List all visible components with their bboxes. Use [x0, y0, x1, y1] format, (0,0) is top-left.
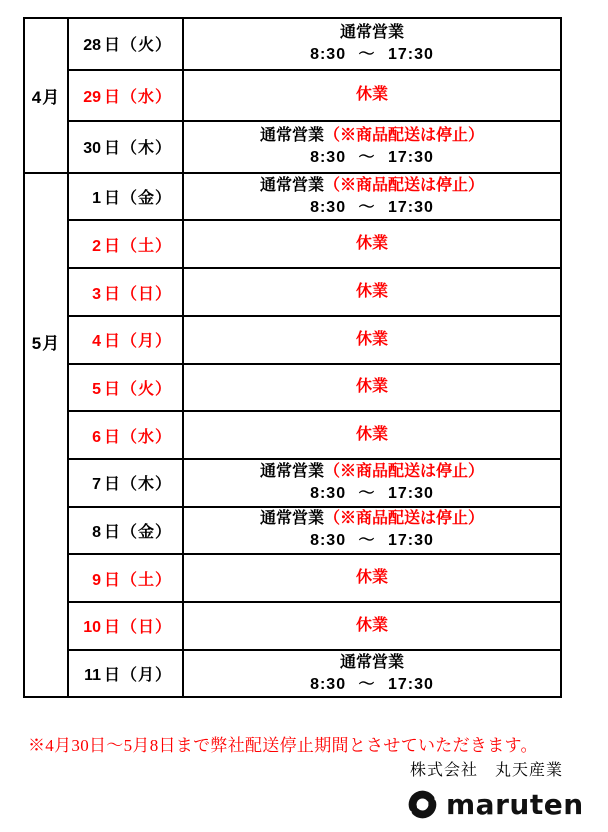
status-red-label: （※商品配送は停止） [324, 462, 485, 480]
table-row [24, 411, 561, 459]
status-red-label: 休業 [355, 235, 388, 253]
status-cell [183, 507, 561, 555]
day-number: 11 [84, 667, 101, 684]
date-cell [68, 554, 183, 602]
month-cell-april [24, 18, 68, 173]
status-cell [183, 650, 561, 698]
status-label: 通常営業 [339, 653, 404, 671]
table-row [24, 459, 561, 507]
status-hours: 8:30 ～ 17:30 [310, 45, 434, 63]
status-label: 通常営業 [339, 23, 404, 41]
status-cell [183, 316, 561, 364]
table-row [24, 507, 561, 555]
day-number: 9 [92, 571, 101, 589]
status-red-label: 休業 [355, 330, 388, 348]
status-label: 通常営業 [259, 462, 324, 480]
status-cell [183, 268, 561, 316]
status-red-label: （※商品配送は停止） [324, 510, 485, 528]
status-cell [183, 554, 561, 602]
weekday-label: 日（月） [103, 333, 172, 351]
table-row [24, 220, 561, 268]
status-hours: 8:30 ～ 17:30 [310, 198, 434, 216]
status-cell [183, 18, 561, 70]
company-name: 株式会社 丸天産業 [409, 762, 563, 779]
day-number: 8 [92, 523, 101, 541]
table-row [24, 602, 561, 650]
status-red-label: 休業 [355, 616, 388, 634]
weekday-label: 日（木） [103, 140, 172, 158]
date-cell [68, 220, 183, 268]
day-number: 10 [83, 619, 101, 637]
status-hours: 8:30 ～ 17:30 [310, 675, 434, 693]
day-number: 30 [83, 140, 101, 158]
date-cell [68, 268, 183, 316]
day-number: 2 [92, 237, 101, 255]
weekday-label: 日（火） [103, 37, 172, 55]
day-number: 28 [83, 37, 101, 55]
weekday-label: 日（日） [103, 619, 172, 637]
date-cell [68, 316, 183, 364]
weekday-label: 日（水） [103, 88, 172, 106]
table-row [24, 121, 561, 173]
status-hours: 8:30 ～ 17:30 [310, 148, 434, 166]
status-red-label: （※商品配送は停止） [324, 176, 485, 194]
maruten-logo [406, 788, 584, 821]
day-number: 29 [83, 88, 101, 106]
day-number: 4 [92, 333, 101, 351]
date-cell [68, 459, 183, 507]
date-cell [68, 364, 183, 412]
table-row [24, 650, 561, 698]
table-row [24, 268, 561, 316]
maruten-swirl-icon [406, 788, 439, 821]
table-row [24, 554, 561, 602]
status-label: 通常営業 [259, 126, 324, 144]
status-cell [183, 411, 561, 459]
day-number: 1 [92, 190, 101, 208]
month-label: 4月 [31, 87, 61, 107]
status-cell [183, 173, 561, 221]
table-row [24, 18, 561, 70]
weekday-label: 日（火） [103, 380, 172, 398]
status-cell [183, 121, 561, 173]
delivery-stop-note: ※4月30日～5月8日まで弊社配送停止期間とさせていただきます。 [28, 736, 538, 755]
weekday-label: 日（土） [103, 571, 172, 589]
weekday-label: 日（水） [103, 428, 172, 446]
status-red-label: 休業 [355, 86, 388, 104]
date-cell [68, 70, 183, 122]
status-red-label: （※商品配送は停止） [324, 126, 485, 144]
date-cell [68, 411, 183, 459]
date-cell [68, 18, 183, 70]
table-row [24, 173, 561, 221]
table-row [24, 364, 561, 412]
weekday-label: 日（土） [103, 237, 172, 255]
status-red-label: 休業 [355, 426, 388, 444]
date-cell [68, 121, 183, 173]
status-label: 通常営業 [259, 176, 324, 194]
date-cell [68, 602, 183, 650]
weekday-label: 日（日） [103, 285, 172, 303]
weekday-label: 日（木） [103, 476, 172, 494]
status-cell [183, 220, 561, 268]
status-red-label: 休業 [355, 378, 388, 396]
status-cell [183, 459, 561, 507]
day-number: 5 [92, 380, 101, 398]
status-hours: 8:30 ～ 17:30 [310, 484, 434, 502]
status-label: 通常営業 [259, 510, 324, 528]
status-cell [183, 364, 561, 412]
table-row [24, 70, 561, 122]
weekday-label: 日（金） [103, 190, 172, 208]
status-cell [183, 602, 561, 650]
day-number: 6 [92, 428, 101, 446]
status-red-label: 休業 [355, 283, 388, 300]
month-cell-may [24, 173, 68, 698]
status-red-label: 休業 [355, 569, 388, 587]
date-cell [68, 507, 183, 555]
maruten-wordmark: maruten [446, 788, 584, 821]
status-cell [183, 70, 561, 122]
month-label: 5月 [31, 333, 61, 353]
day-number: 7 [92, 476, 101, 494]
date-cell [68, 650, 183, 698]
weekday-label: 日（月） [103, 667, 172, 684]
status-hours: 8:30 ～ 17:30 [310, 532, 434, 550]
business-hours-table [23, 17, 562, 698]
day-number: 3 [92, 285, 101, 303]
weekday-label: 日（金） [103, 523, 172, 541]
table-row [24, 316, 561, 364]
date-cell [68, 173, 183, 221]
